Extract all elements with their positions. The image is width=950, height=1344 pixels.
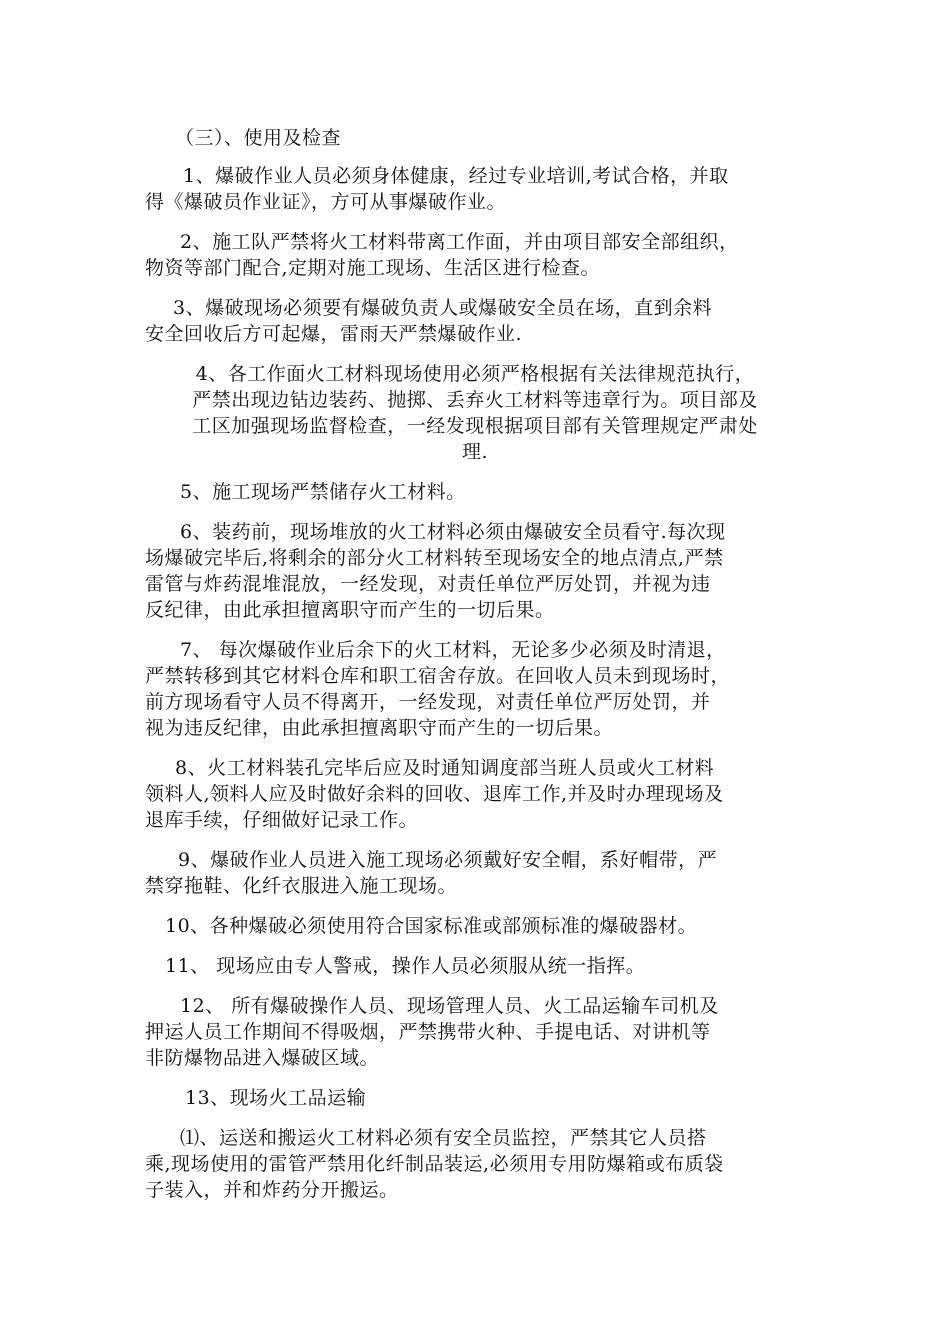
- paragraph-7-line-4: 视为违反纪律，由此承担擅离职守而产生的一切后果。: [145, 717, 614, 739]
- paragraph-9-line-1: 9、爆破作业人员进入施工现场必须戴好安全帽，系好帽带，严: [178, 849, 718, 871]
- paragraph-7-line-3: 前方现场看守人员不得离开，一经发现，对责任单位严厉处罚，并: [145, 691, 711, 713]
- paragraph-12-line-1: 12、 所有爆破操作人员、现场管理人员、火工品运输车司机及: [180, 995, 719, 1017]
- section-heading: （三）、使用及检查: [175, 127, 342, 149]
- paragraph-7-line-2: 严禁转移到其它材料仓库和职工宿舍存放。在回收人员未到现场时，: [145, 665, 731, 687]
- paragraph-1-line-1: 1、爆破作业人员必须身体健康，经过专业培训,考试合格，并取: [183, 165, 729, 187]
- paragraph-8-line-2: 领料人,领料人应及时做好余料的回收、退库工作,并及时办理现场及: [145, 783, 724, 805]
- paragraph-14-line-3: 子装入，并和炸药分开搬运。: [145, 1179, 399, 1201]
- paragraph-2-line-2: 物资等部门配合,定期对施工现场、生活区进行检查。: [145, 257, 601, 279]
- paragraph-14-line-2: 乘,现场使用的雷管严禁用化纤制品装运,必须用专用防爆箱或布质袋: [145, 1153, 724, 1175]
- paragraph-4-line-2: 严禁出现边钻边装药、抛掷、丢弃火工材料等违章行为。项目部及: [192, 389, 758, 411]
- paragraph-6-line-1: 6、装药前，现场堆放的火工材料必须由爆破安全员看守.每次现: [180, 521, 726, 543]
- paragraph-8-line-3: 退库手续，仔细做好记录工作。: [145, 809, 419, 831]
- paragraph-1-line-2: 得《爆破员作业证》，方可从事爆破作业。: [145, 191, 507, 213]
- paragraph-4-line-4: 理.: [461, 441, 489, 463]
- paragraph-4-line-3: 工区加强现场监督检查，一经发现根据项目部有关管理规定严肃处: [192, 415, 758, 437]
- paragraph-13-line-1: 13、现场火工品运输: [185, 1087, 367, 1109]
- paragraph-12-line-2: 押运人员工作期间不得吸烟，严禁携带火种、手提电话、对讲机等: [145, 1021, 711, 1043]
- paragraph-3-line-2: 安全回收后方可起爆，雷雨天严禁爆破作业.: [145, 323, 523, 345]
- paragraph-11-line-1: 11、 现场应由专人警戒，操作人员必须服从统一指挥。: [165, 955, 646, 977]
- paragraph-2-line-1: 2、施工队严禁将火工材料带离工作面，并由项目部安全部组织，: [180, 231, 739, 253]
- paragraph-4-line-1: 4、各工作面火工材料现场使用必须严格根据有关法律规范执行，: [195, 363, 755, 385]
- paragraph-10-line-1: 10、各种爆破必须使用符合国家标准或部颁标准的爆破器材。: [165, 915, 698, 937]
- paragraph-5-line-1: 5、施工现场严禁储存火工材料。: [180, 481, 466, 503]
- paragraph-8-line-1: 8、火工材料装孔完毕后应及时通知调度部当班人员或火工材料: [175, 757, 715, 779]
- paragraph-3-line-1: 3、爆破现场必须要有爆破负责人或爆破安全员在场，直到余料: [173, 297, 713, 319]
- paragraph-7-line-1: 7、 每次爆破作业后余下的火工材料，无论多少必须及时清退，: [180, 639, 726, 661]
- paragraph-6-line-4: 反纪律，由此承担擅离职守而产生的一切后果。: [145, 599, 555, 621]
- paragraph-14-line-1: ⑴、运送和搬运火工材料必须有安全员监控，严禁其它人员搭: [180, 1127, 707, 1149]
- paragraph-6-line-3: 雷管与炸药混堆混放，一经发现，对责任单位严厉处罚，并视为违: [145, 573, 711, 595]
- paragraph-9-line-2: 禁穿拖鞋、化纤衣服进入施工现场。: [145, 875, 458, 897]
- paragraph-12-line-3: 非防爆物品进入爆破区域。: [145, 1047, 380, 1069]
- paragraph-6-line-2: 场爆破完毕后,将剩余的部分火工材料转至现场安全的地点清点,严禁: [145, 547, 724, 569]
